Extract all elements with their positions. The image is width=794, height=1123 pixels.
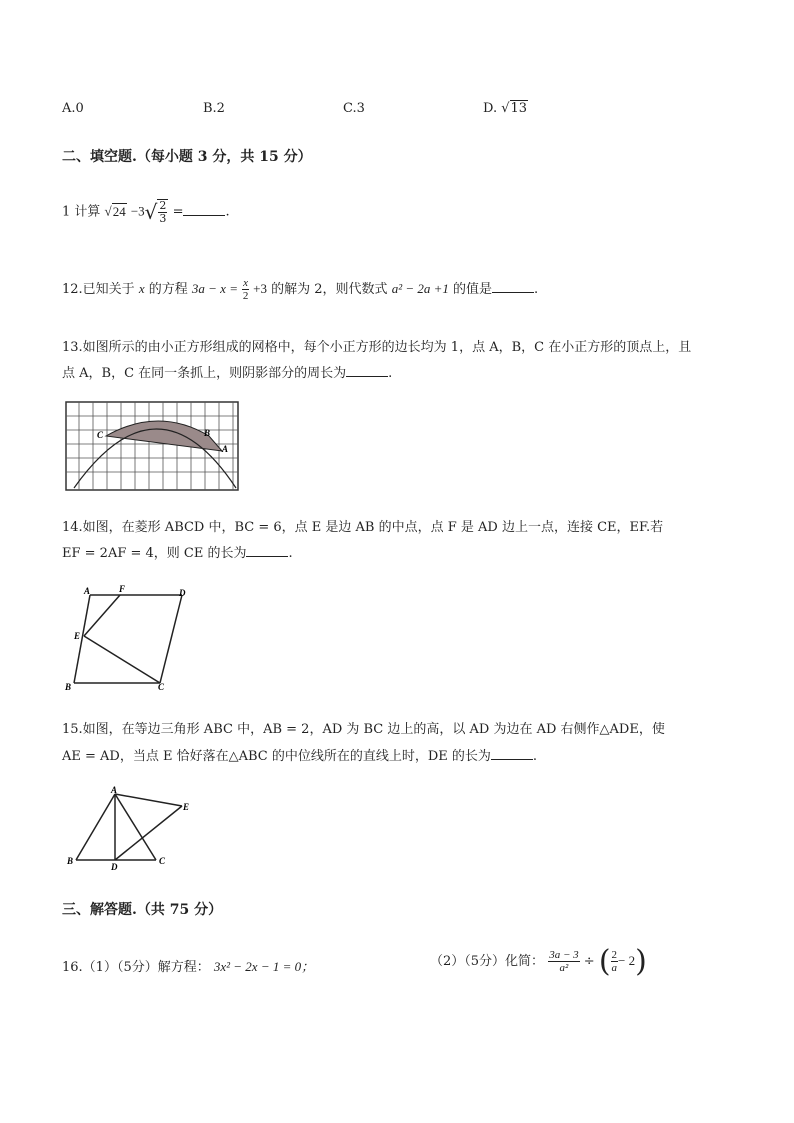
- fig14-label-e: E: [74, 631, 81, 641]
- question-15-line-2: AE = AD，当点 E 恰好落在△ABC 的中位线所在的直线上时，DE 的长为 .: [62, 749, 538, 764]
- q16-divide: ÷: [583, 954, 595, 969]
- answer-blank: [491, 747, 533, 760]
- sqrt-sign: √: [501, 101, 510, 116]
- question-13-line-1: 13.如图所示的由小正方形组成的网格中，每个小正方形的边长均为 1，点 A，B，C 在小正方形的顶点上，且: [62, 340, 692, 355]
- fig13-label-c: C: [97, 430, 104, 440]
- fig13-label-b: B: [204, 428, 211, 438]
- q16-inner-num: 2: [611, 949, 618, 961]
- section-heading-fill-blank: 二、填空题.（每小题 3 分，共 15 分）: [62, 149, 312, 165]
- q12-text-2: 的方程: [148, 282, 188, 297]
- question-12: 12.已知关于 x 的方程 3a − x = $\frac{x}{2}$ +3 的解为 2，则代数式 a² − 2a +1 的值是 .: [62, 277, 539, 302]
- figure-13-grid: [64, 400, 240, 494]
- q12-text-3: 的解为 2，则代数式: [271, 282, 388, 297]
- fig14-label-a: A: [84, 586, 91, 596]
- choice-c: C.3: [343, 101, 365, 116]
- choice-a: A.0: [62, 101, 84, 116]
- fig13-label-a: A: [222, 444, 229, 454]
- q12-text-4: 的值是: [453, 282, 493, 297]
- q16-part1-label: 16.（1）（5分）解方程：: [62, 960, 210, 975]
- fig15-label-b: B: [67, 856, 74, 866]
- fig14-label-b: B: [65, 682, 72, 692]
- q12-frac-num: x: [243, 277, 249, 289]
- answer-blank: [246, 544, 288, 557]
- q12-var-x: x: [138, 281, 145, 296]
- question-13-line-2: 点 A，B，C 在同一条抓上，则阴影部分的周长为 .: [62, 366, 393, 381]
- question-15-line-1: 15.如图，在等边三角形 ABC 中，AB = 2，AD 为 BC 边上的高，以 AD 为边在 AD 右侧作△ADE，使: [62, 722, 665, 737]
- q15-text: AE = AD，当点 E 恰好落在△ABC 的中位线所在的直线上时，DE 的长为: [62, 749, 491, 764]
- q13-text: 点 A，B，C 在同一条抓上，则阴影部分的周长为: [62, 366, 347, 381]
- q11-minus: −3: [130, 203, 145, 219]
- figure-14-rhombus: [62, 582, 194, 692]
- fig14-label-c: C: [158, 682, 165, 692]
- question-14-line-1: 14.如图，在菱形 ABCD 中，BC = 6，点 E 是边 AB 的中点，点 F 是 AD 边上一点，连接 CE，EF.若: [62, 520, 664, 535]
- answer-blank: [183, 203, 225, 216]
- q16-frac-den: a²: [559, 962, 569, 974]
- choice-d: [483, 101, 528, 116]
- q11-eq: =: [172, 204, 184, 220]
- question-14-line-2: EF = 2AF = 4，则 CE 的长为 .: [62, 546, 293, 561]
- q16-inner-minus: − 2: [618, 953, 636, 968]
- fig15-label-d: D: [111, 862, 118, 870]
- fig14-label-d: D: [179, 588, 186, 598]
- choice-d-prefix: D.: [483, 101, 498, 116]
- q16-equation: 3x² − 2x − 1 = 0；: [213, 959, 315, 974]
- fig14-label-f: F: [119, 584, 126, 594]
- q14-text: EF = 2AF = 4，则 CE 的长为: [62, 546, 247, 561]
- choice-b: B.2: [203, 101, 225, 116]
- fig15-label-a: A: [111, 785, 118, 795]
- question-16-part-1: [62, 956, 314, 975]
- fig15-label-e: E: [183, 802, 190, 812]
- question-11: 1 计算 √24 −3√ $\frac{2}{3}$ = .: [62, 199, 230, 225]
- q12-frac-den: 2: [242, 290, 249, 302]
- q12-text-1: 12.已知关于: [62, 282, 135, 297]
- q16-part2-label: （2）（5分）化简：: [430, 954, 545, 969]
- question-16-part-2: （2）（5分）化简： $\frac{3a - 3}{\text{a²}}$ ÷ ( $\frac{2}{a}$ − 2): [430, 944, 647, 979]
- q12-expression: a² − 2a +1: [391, 281, 449, 296]
- choice-d-radicand: 13: [510, 101, 528, 116]
- q11-prefix: 1 计算: [62, 204, 101, 220]
- q16-inner-den: a: [611, 962, 618, 974]
- q11-den: 3: [159, 212, 167, 225]
- fig15-label-c: C: [159, 856, 166, 866]
- q11-num: 2: [159, 199, 167, 212]
- answer-blank: [346, 364, 388, 377]
- q11-radicand: 24: [112, 203, 126, 219]
- answer-blank: [492, 280, 534, 293]
- q12-eq-right: +3: [253, 281, 267, 296]
- q16-frac-num: 3a − 3: [549, 949, 579, 961]
- q12-eq-left: 3a − x =: [191, 281, 238, 296]
- section-heading-solve: 三、解答题.（共 75 分）: [62, 902, 223, 918]
- figure-15-triangle: [64, 784, 194, 870]
